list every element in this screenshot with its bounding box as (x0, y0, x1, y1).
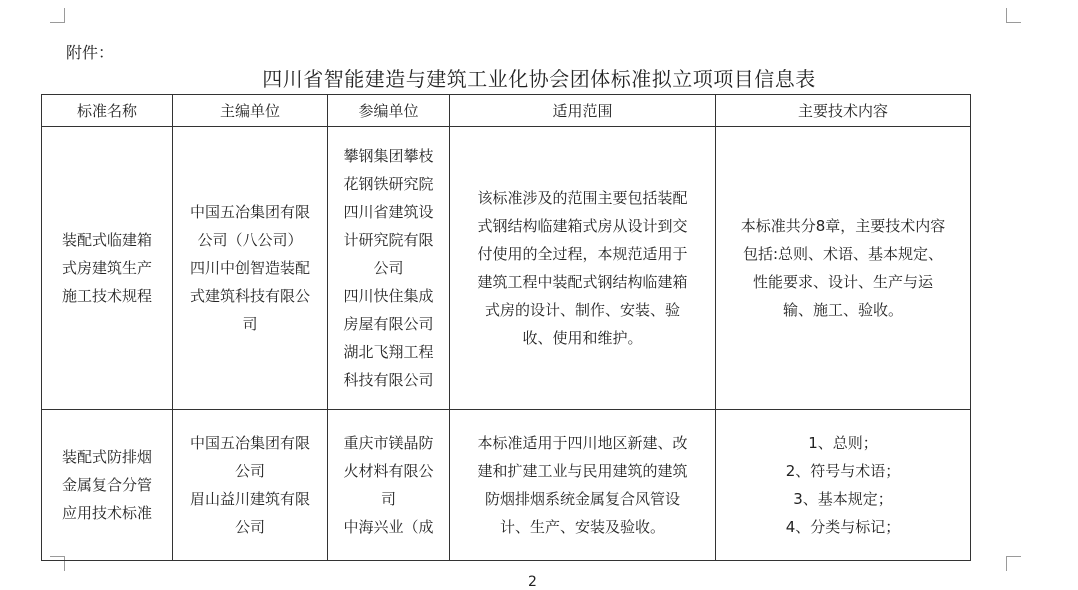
table-header-row (42, 95, 971, 127)
line: 式房的设计、制作、安装、验 (484, 301, 680, 319)
line: 四川省建筑设 (343, 203, 434, 221)
line: 攀钢集团攀枝 (343, 147, 434, 165)
line: 本标准共分8章，主要技术内容 (740, 217, 946, 235)
line: 中国五冶集团有限 (189, 434, 310, 452)
line: 4、分类与标记； (785, 518, 901, 536)
line: 建筑工程中装配式钢结构临建箱 (477, 273, 688, 291)
cell-standard-name (42, 410, 173, 561)
line: 四川快住集成 (343, 287, 434, 305)
line: 施工技术规程 (61, 287, 152, 305)
header-chief-editor: 主编单位 (173, 95, 328, 127)
header-scope: 适用范围 (450, 95, 716, 127)
line: 建和扩建工业与民用建筑的建筑 (477, 462, 688, 480)
line: 房屋有限公司 (343, 315, 434, 333)
line: 中海兴业（成 (343, 518, 434, 536)
line: 装配式防排烟 (61, 448, 152, 466)
page-corner-mark-bottom-right (1006, 556, 1021, 571)
line: 式建筑科技有限公 (189, 287, 310, 305)
line: 科技有限公司 (343, 371, 434, 389)
line: 本标准适用于四川地区新建、改 (477, 434, 688, 452)
line: 性能要求、设计、生产与运 (752, 273, 933, 291)
line: 3、基本规定； (793, 490, 893, 508)
line: 1、总则； (808, 434, 878, 452)
header-main-content: 主要技术内容 (716, 95, 971, 127)
project-info-table (41, 94, 971, 561)
line: 公司 (234, 518, 265, 536)
header-participants: 参编单位 (328, 95, 450, 127)
line: 湖北飞翔工程 (343, 343, 434, 361)
page-number: 2 (528, 574, 537, 590)
table-row (42, 410, 971, 561)
line: 式房建筑生产 (61, 259, 152, 277)
page-corner-mark-top-left (50, 8, 65, 23)
line: 公司（八公司） (197, 231, 303, 249)
line: 收、使用和维护。 (522, 329, 643, 347)
line: 四川中创智造装配 (189, 259, 310, 277)
line: 金属复合分管 (61, 476, 152, 494)
header-standard-name: 标准名称 (42, 95, 173, 127)
line: 火材料有限公 (343, 462, 434, 480)
line: 司 (380, 490, 396, 508)
attachment-label: 附件： (66, 43, 115, 62)
line: 应用技术标准 (61, 504, 152, 522)
cell-main-content (716, 410, 971, 561)
line: 该标准涉及的范围主要包括装配 (477, 189, 688, 207)
line: 包括:总则、术语、基本规定、 (742, 245, 944, 263)
line: 装配式临建箱 (61, 231, 152, 249)
page-corner-mark-top-right (1006, 8, 1021, 23)
line: 公司 (373, 259, 404, 277)
line: 输、施工、验收。 (782, 301, 903, 319)
line: 中国五冶集团有限 (189, 203, 310, 221)
line: 眉山益川建筑有限 (189, 490, 310, 508)
cell-participants (328, 410, 450, 561)
line: 式钢结构临建箱式房从设计到交 (477, 217, 688, 235)
cell-chief-editor (173, 127, 328, 410)
line: 公司 (234, 462, 265, 480)
cell-main-content (716, 127, 971, 410)
line: 花钢铁研究院 (343, 175, 434, 193)
cell-standard-name (42, 127, 173, 410)
cell-participants (328, 127, 450, 410)
document-title: 四川省智能建造与建筑工业化协会团体标准拟立项项目信息表 (262, 67, 816, 91)
line: 计研究院有限 (343, 231, 434, 249)
line: 防烟排烟系统金属复合风管设 (484, 490, 680, 508)
line: 2、符号与术语； (785, 462, 901, 480)
line: 重庆市镁晶防 (343, 434, 434, 452)
cell-chief-editor (173, 410, 328, 561)
cell-scope (450, 127, 716, 410)
cell-scope (450, 410, 716, 561)
table-row (42, 127, 971, 410)
line: 司 (242, 315, 258, 333)
line: 计、生产、安装及验收。 (499, 518, 665, 536)
line: 付使用的全过程，本规范适用于 (477, 245, 688, 263)
